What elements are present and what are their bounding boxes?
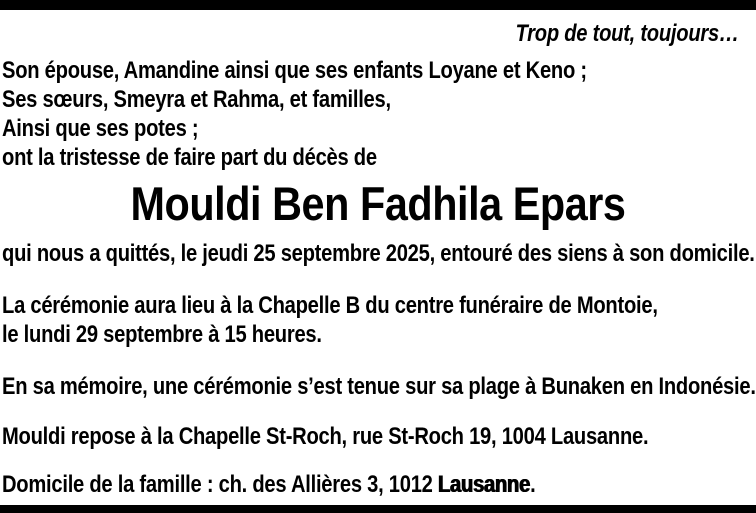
intro-block	[2, 56, 754, 172]
repose-line: Mouldi repose à la Chapelle St-Roch, rue St-Roch 19, 1004 Lausanne.	[2, 423, 649, 450]
ceremony-time-line: le lundi 29 septembre à 15 heures.	[2, 321, 322, 348]
intro-line-friends: Ainsi que ses potes ;	[2, 115, 199, 142]
intro-line-spouse: Son épouse, Amandine ainsi que ses enfants Loyane et Keno ;	[2, 57, 587, 84]
ceremony-place-line: La cérémonie aura lieu à la Chapelle B du centre funéraire de Montoie,	[2, 292, 658, 319]
deceased-name: Mouldi Ben Fadhila Epars	[130, 177, 626, 230]
death-date-line: qui nous a quittés, le jeudi 25 septembre 2025, entouré des siens à son domicile.	[2, 240, 755, 267]
motto-text: Trop de tout, toujours…	[515, 20, 739, 47]
memorial-line: En sa mémoire, une cérémonie s’est tenue sur sa plage à Bunaken en Indonésie.	[2, 373, 756, 400]
intro-line-announcement: ont la tristesse de faire part du décès de	[2, 144, 377, 171]
family-address-line	[2, 470, 634, 499]
bottom-border-rule	[0, 505, 756, 513]
ceremony-block	[2, 291, 754, 349]
family-address-prefix: Domicile de la famille : ch. des Allières 3, 1012	[2, 471, 438, 498]
family-address-suffix: .	[530, 471, 536, 498]
intro-line-sisters: Ses sœurs, Smeyra et Rahma, et familles,	[2, 86, 391, 113]
top-border-rule	[0, 0, 756, 10]
family-address-city: Lausanne	[437, 471, 531, 498]
notice-content	[2, 10, 754, 499]
